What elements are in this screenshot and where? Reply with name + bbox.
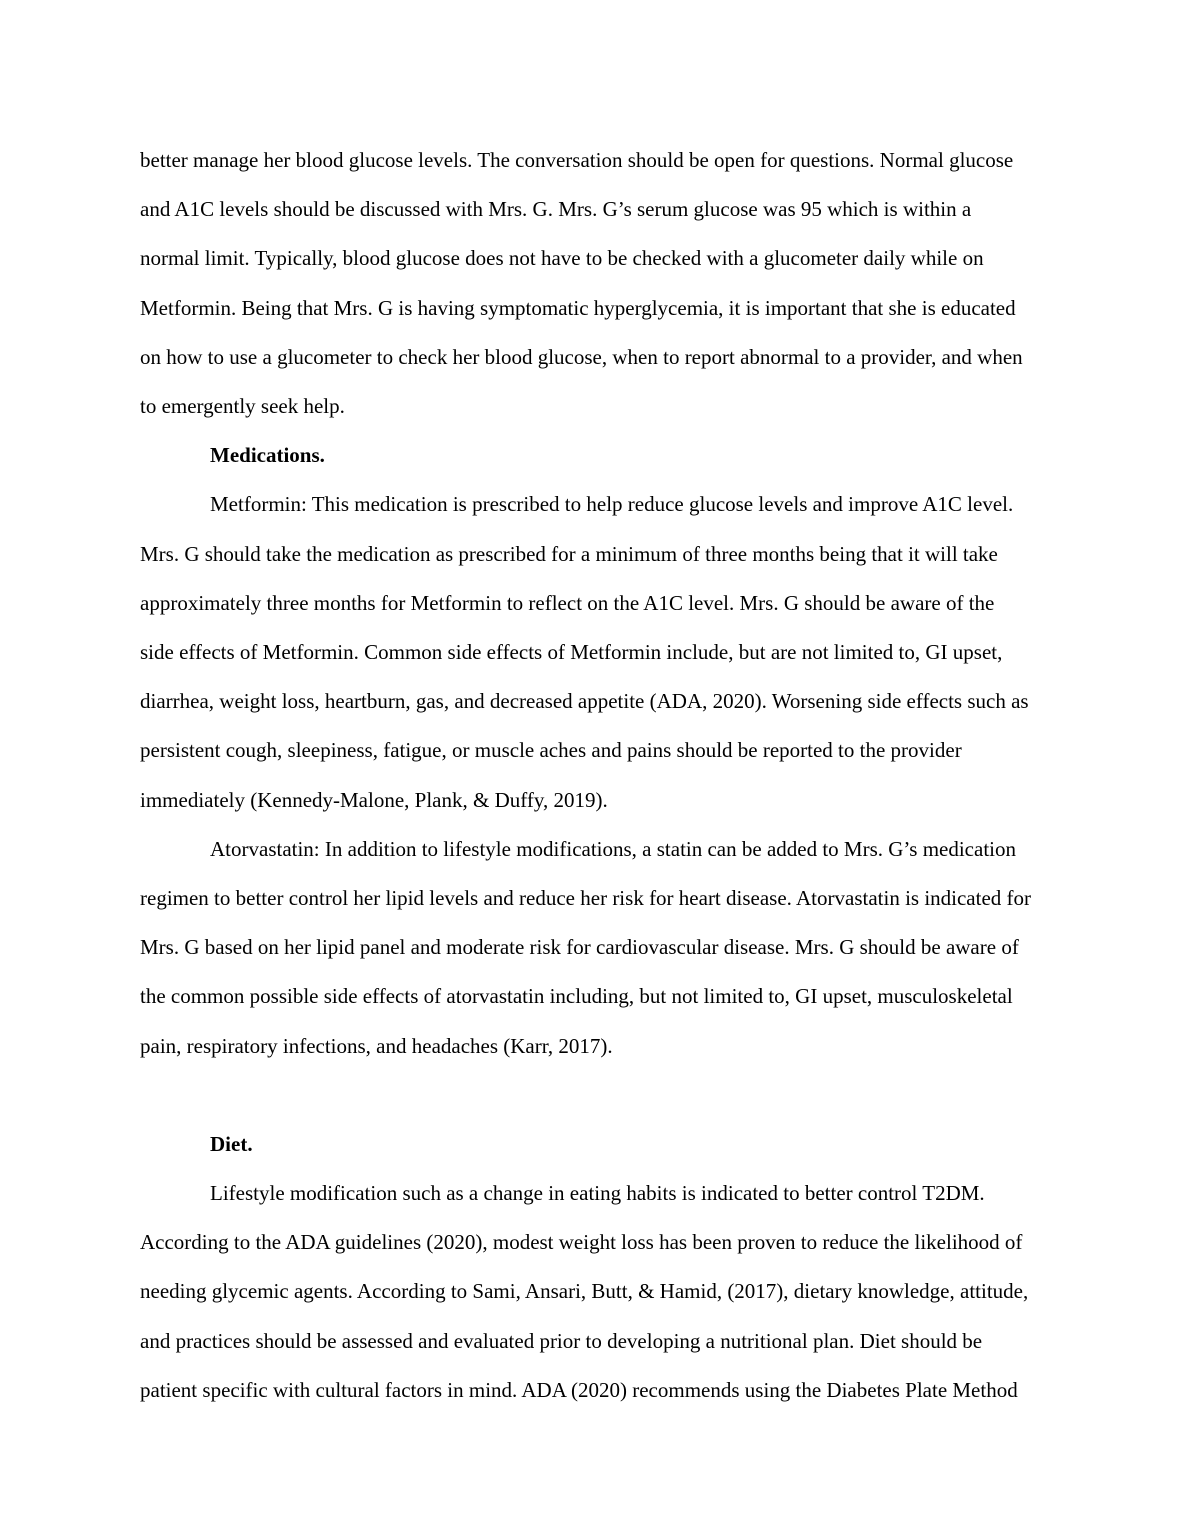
- text-line: Atorvastatin: In addition to lifestyle modifications, a statin can be added to Mrs. G’s medication: [210, 836, 1016, 861]
- text-line: normal limit. Typically, blood glucose does not have to be checked with a glucometer daily while on: [140, 246, 984, 271]
- section-heading-medications: Medications.: [210, 443, 325, 468]
- text-line: approximately three months for Metformin to reflect on the A1C level. Mrs. G should be aware of the: [140, 590, 995, 615]
- paragraph-atorvastatin: [140, 825, 1050, 1071]
- text-line: to emergently seek help.: [140, 394, 345, 419]
- text-line: better manage her blood glucose levels. The conversation should be open for questions. Normal glucose: [140, 148, 1014, 172]
- text-line: immediately (Kennedy-Malone, Plank, & Duffy, 2019).: [140, 787, 608, 812]
- text-line: Lifestyle modification such as a change in eating habits is indicated to better control T2DM.: [210, 1181, 985, 1206]
- document-page: [140, 136, 1050, 1415]
- text-line: persistent cough, sleepiness, fatigue, or muscle aches and pains should be reported to the provider: [140, 738, 962, 763]
- text-line: and practices should be assessed and evaluated prior to developing a nutritional plan. Diet should be: [140, 1328, 983, 1353]
- text-line: diarrhea, weight loss, heartburn, gas, and decreased appetite (ADA, 2020). Worsening side effects such as: [140, 689, 1029, 714]
- text-line: pain, respiratory infections, and headaches (Karr, 2017).: [140, 1033, 613, 1058]
- paragraph-intro: [140, 136, 1050, 431]
- text-line: on how to use a glucometer to check her blood glucose, when to report abnormal to a provider, and when: [140, 344, 1023, 369]
- blank-line: [140, 1071, 1050, 1120]
- text-line: Metformin: This medication is prescribed to help reduce glucose levels and improve A1C level.: [210, 492, 1014, 517]
- paragraph-metformin: [140, 480, 1050, 824]
- text-line: Metformin. Being that Mrs. G is having symptomatic hyperglycemia, it is important that she is educated: [140, 295, 1016, 320]
- text-line: According to the ADA guidelines (2020), modest weight loss has been proven to reduce the likelihood of: [140, 1230, 1023, 1255]
- text-line: regimen to better control her lipid levels and reduce her risk for heart disease. Atorvastatin is indicated for: [140, 886, 1032, 911]
- section-heading-diet: Diet.: [210, 1131, 253, 1156]
- text-line: and A1C levels should be discussed with Mrs. G. Mrs. G’s serum glucose was 95 which is within a: [140, 197, 972, 222]
- text-line: Mrs. G should take the medication as prescribed for a minimum of three months being that it will take: [140, 541, 998, 566]
- paragraph-diet: [140, 1169, 1050, 1415]
- text-line: patient specific with cultural factors in mind. ADA (2020) recommends using the Diabetes Plate Method: [140, 1377, 1018, 1402]
- text-line: side effects of Metformin. Common side effects of Metformin include, but are not limited to, GI upset,: [140, 640, 1003, 665]
- text-line: the common possible side effects of atorvastatin including, but not limited to, GI upset, musculoskeletal: [140, 984, 1013, 1009]
- text-line: Mrs. G based on her lipid panel and moderate risk for cardiovascular disease. Mrs. G should be aware of: [140, 935, 1019, 960]
- text-line: needing glycemic agents. According to Sami, Ansari, Butt, & Hamid, (2017), dietary knowledge, attitude,: [140, 1279, 1029, 1304]
